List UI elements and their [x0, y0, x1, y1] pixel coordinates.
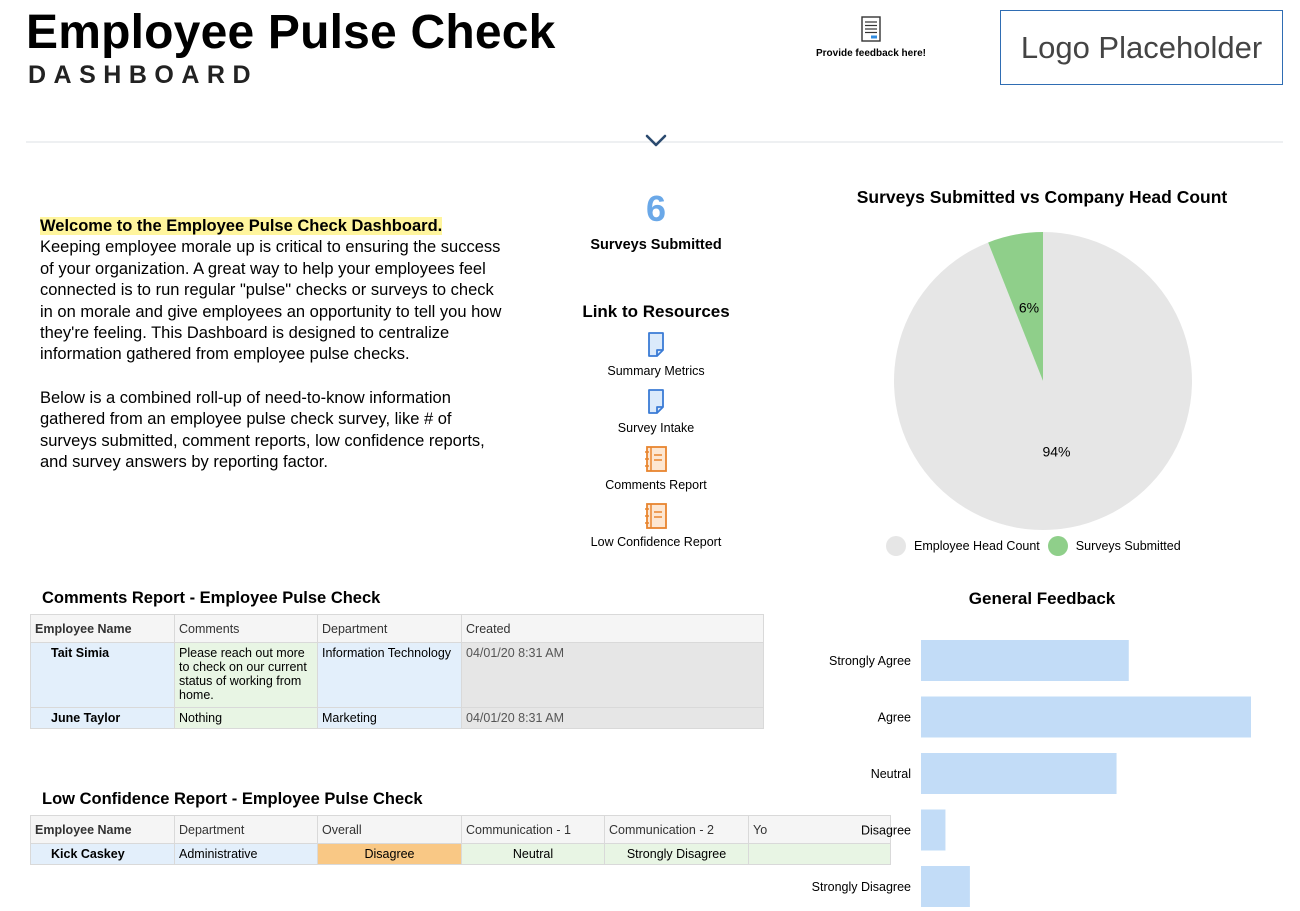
chevron-down-icon[interactable]	[644, 131, 668, 149]
low-confidence-report-table	[30, 815, 768, 865]
bar-category-label: Neutral	[870, 767, 911, 781]
logo-placeholder: Logo Placeholder	[1000, 10, 1283, 85]
resource-link-comments-report[interactable]: Comments Report	[556, 445, 756, 492]
sheet-icon	[643, 388, 669, 416]
cell-department[interactable]: Marketing	[318, 708, 462, 729]
surveys-submitted-count: 6	[645, 188, 667, 229]
bar-category-label: Agree	[877, 710, 911, 725]
cell-department[interactable]: Administrative	[175, 844, 318, 865]
surveys-submitted-label: Surveys Submitted	[590, 237, 722, 253]
intro-highlight: Welcome to the Employee Pulse Check Dashboard.	[40, 217, 443, 235]
resources-title: Link to Resources	[582, 302, 730, 321]
sheet-icon	[643, 331, 669, 359]
column-header[interactable]: Comments	[175, 615, 318, 643]
table-row[interactable]	[31, 844, 891, 865]
cell-overall[interactable]: Disagree	[318, 844, 462, 865]
cell-created[interactable]: 04/01/20 8:31 AM	[462, 643, 764, 708]
bar-strongly-agree	[921, 640, 1129, 681]
feedback-link[interactable]	[812, 16, 930, 59]
bar-category-label: Disagree	[860, 823, 911, 838]
legend-item-employee-head-count: Employee Head Count	[886, 536, 1040, 556]
cell-employee-name[interactable]: Kick Caskey	[31, 844, 175, 865]
cell-employee-name[interactable]: Tait Simia	[31, 643, 175, 708]
resource-link-summary-metrics[interactable]: Summary Metrics	[556, 331, 756, 378]
legend-item-surveys-submitted: Surveys Submitted	[1048, 536, 1181, 556]
table-row[interactable]	[31, 643, 764, 708]
feedback-label: Provide feedback here!	[815, 48, 927, 59]
comments-report-title: Comments Report - Employee Pulse Check	[42, 589, 381, 607]
bar-neutral	[921, 753, 1117, 794]
bar-disagree	[921, 810, 945, 851]
low-confidence-report-title: Low Confidence Report - Employee Pulse Check	[42, 790, 423, 808]
pie-label-surveys-submitted: 6%	[1018, 299, 1040, 316]
column-header[interactable]: Communication - 1	[462, 816, 605, 844]
cell-created[interactable]: 04/01/20 8:31 AM	[462, 708, 764, 729]
pie-legend	[886, 536, 1189, 556]
bar-chart	[790, 620, 1270, 911]
legend-swatch	[1048, 536, 1068, 556]
legend-swatch	[886, 536, 906, 556]
cell-comments[interactable]: Please reach out more to check on our current status of working from home.	[175, 643, 318, 708]
resource-link-survey-intake[interactable]: Survey Intake	[556, 388, 756, 435]
pie-chart	[892, 230, 1194, 532]
report-icon	[643, 502, 669, 530]
cell-communication-1[interactable]: Neutral	[462, 844, 605, 865]
column-header[interactable]: Employee Name	[31, 816, 175, 844]
column-header[interactable]: Department	[318, 615, 462, 643]
intro-text	[40, 216, 510, 473]
bar-agree	[921, 697, 1251, 738]
column-header[interactable]: Overall	[318, 816, 462, 844]
bar-chart-title: General Feedback	[968, 589, 1116, 608]
comments-report-table	[30, 614, 762, 729]
column-header[interactable]: Created	[462, 615, 764, 643]
cell-comments[interactable]: Nothing	[175, 708, 318, 729]
page-subtitle: DASHBOARD	[28, 61, 258, 89]
bar-category-label: Strongly Agree	[829, 654, 911, 668]
column-header[interactable]: Department	[175, 816, 318, 844]
bar-category-label: Strongly Disagree	[811, 880, 911, 894]
table-header-row	[31, 816, 891, 844]
page-title: Employee Pulse Check	[26, 6, 556, 59]
report-icon	[643, 445, 669, 473]
table-header-row	[31, 615, 764, 643]
pie-chart-title: Surveys Submitted vs Company Head Count	[856, 187, 1228, 207]
intro-paragraph-1: Keeping employee morale up is critical to ensuring the success of your organization. A great way to help your employees feel connected is to run regular "pulse" checks or surveys to check in on morale and give employees an opportunity to tell you how they're feeling. This Dashboard is designed to centralize information gathered from employee pulse checks.	[40, 238, 502, 364]
cell-department[interactable]: Information Technology	[318, 643, 462, 708]
column-header[interactable]: Employee Name	[31, 615, 175, 643]
column-header[interactable]: Communication - 2	[605, 816, 749, 844]
cell-employee-name[interactable]: June Taylor	[31, 708, 175, 729]
pie-label-employee-head-count: 94%	[1042, 443, 1071, 460]
cell-communication-2[interactable]: Strongly Disagree	[605, 844, 749, 865]
bar-strongly-disagree	[921, 866, 970, 907]
resource-link-low-confidence-report[interactable]: Low Confidence Report	[556, 502, 756, 549]
table-row[interactable]	[31, 708, 764, 729]
column-header[interactable]: Yo	[749, 816, 891, 844]
intro-paragraph-2: Below is a combined roll-up of need-to-know information gathered from an employee pulse check survey, like # of surveys submitted, comment reports, low confidence reports, and survey answers by reporting factor.	[40, 388, 485, 472]
form-icon	[861, 16, 881, 42]
